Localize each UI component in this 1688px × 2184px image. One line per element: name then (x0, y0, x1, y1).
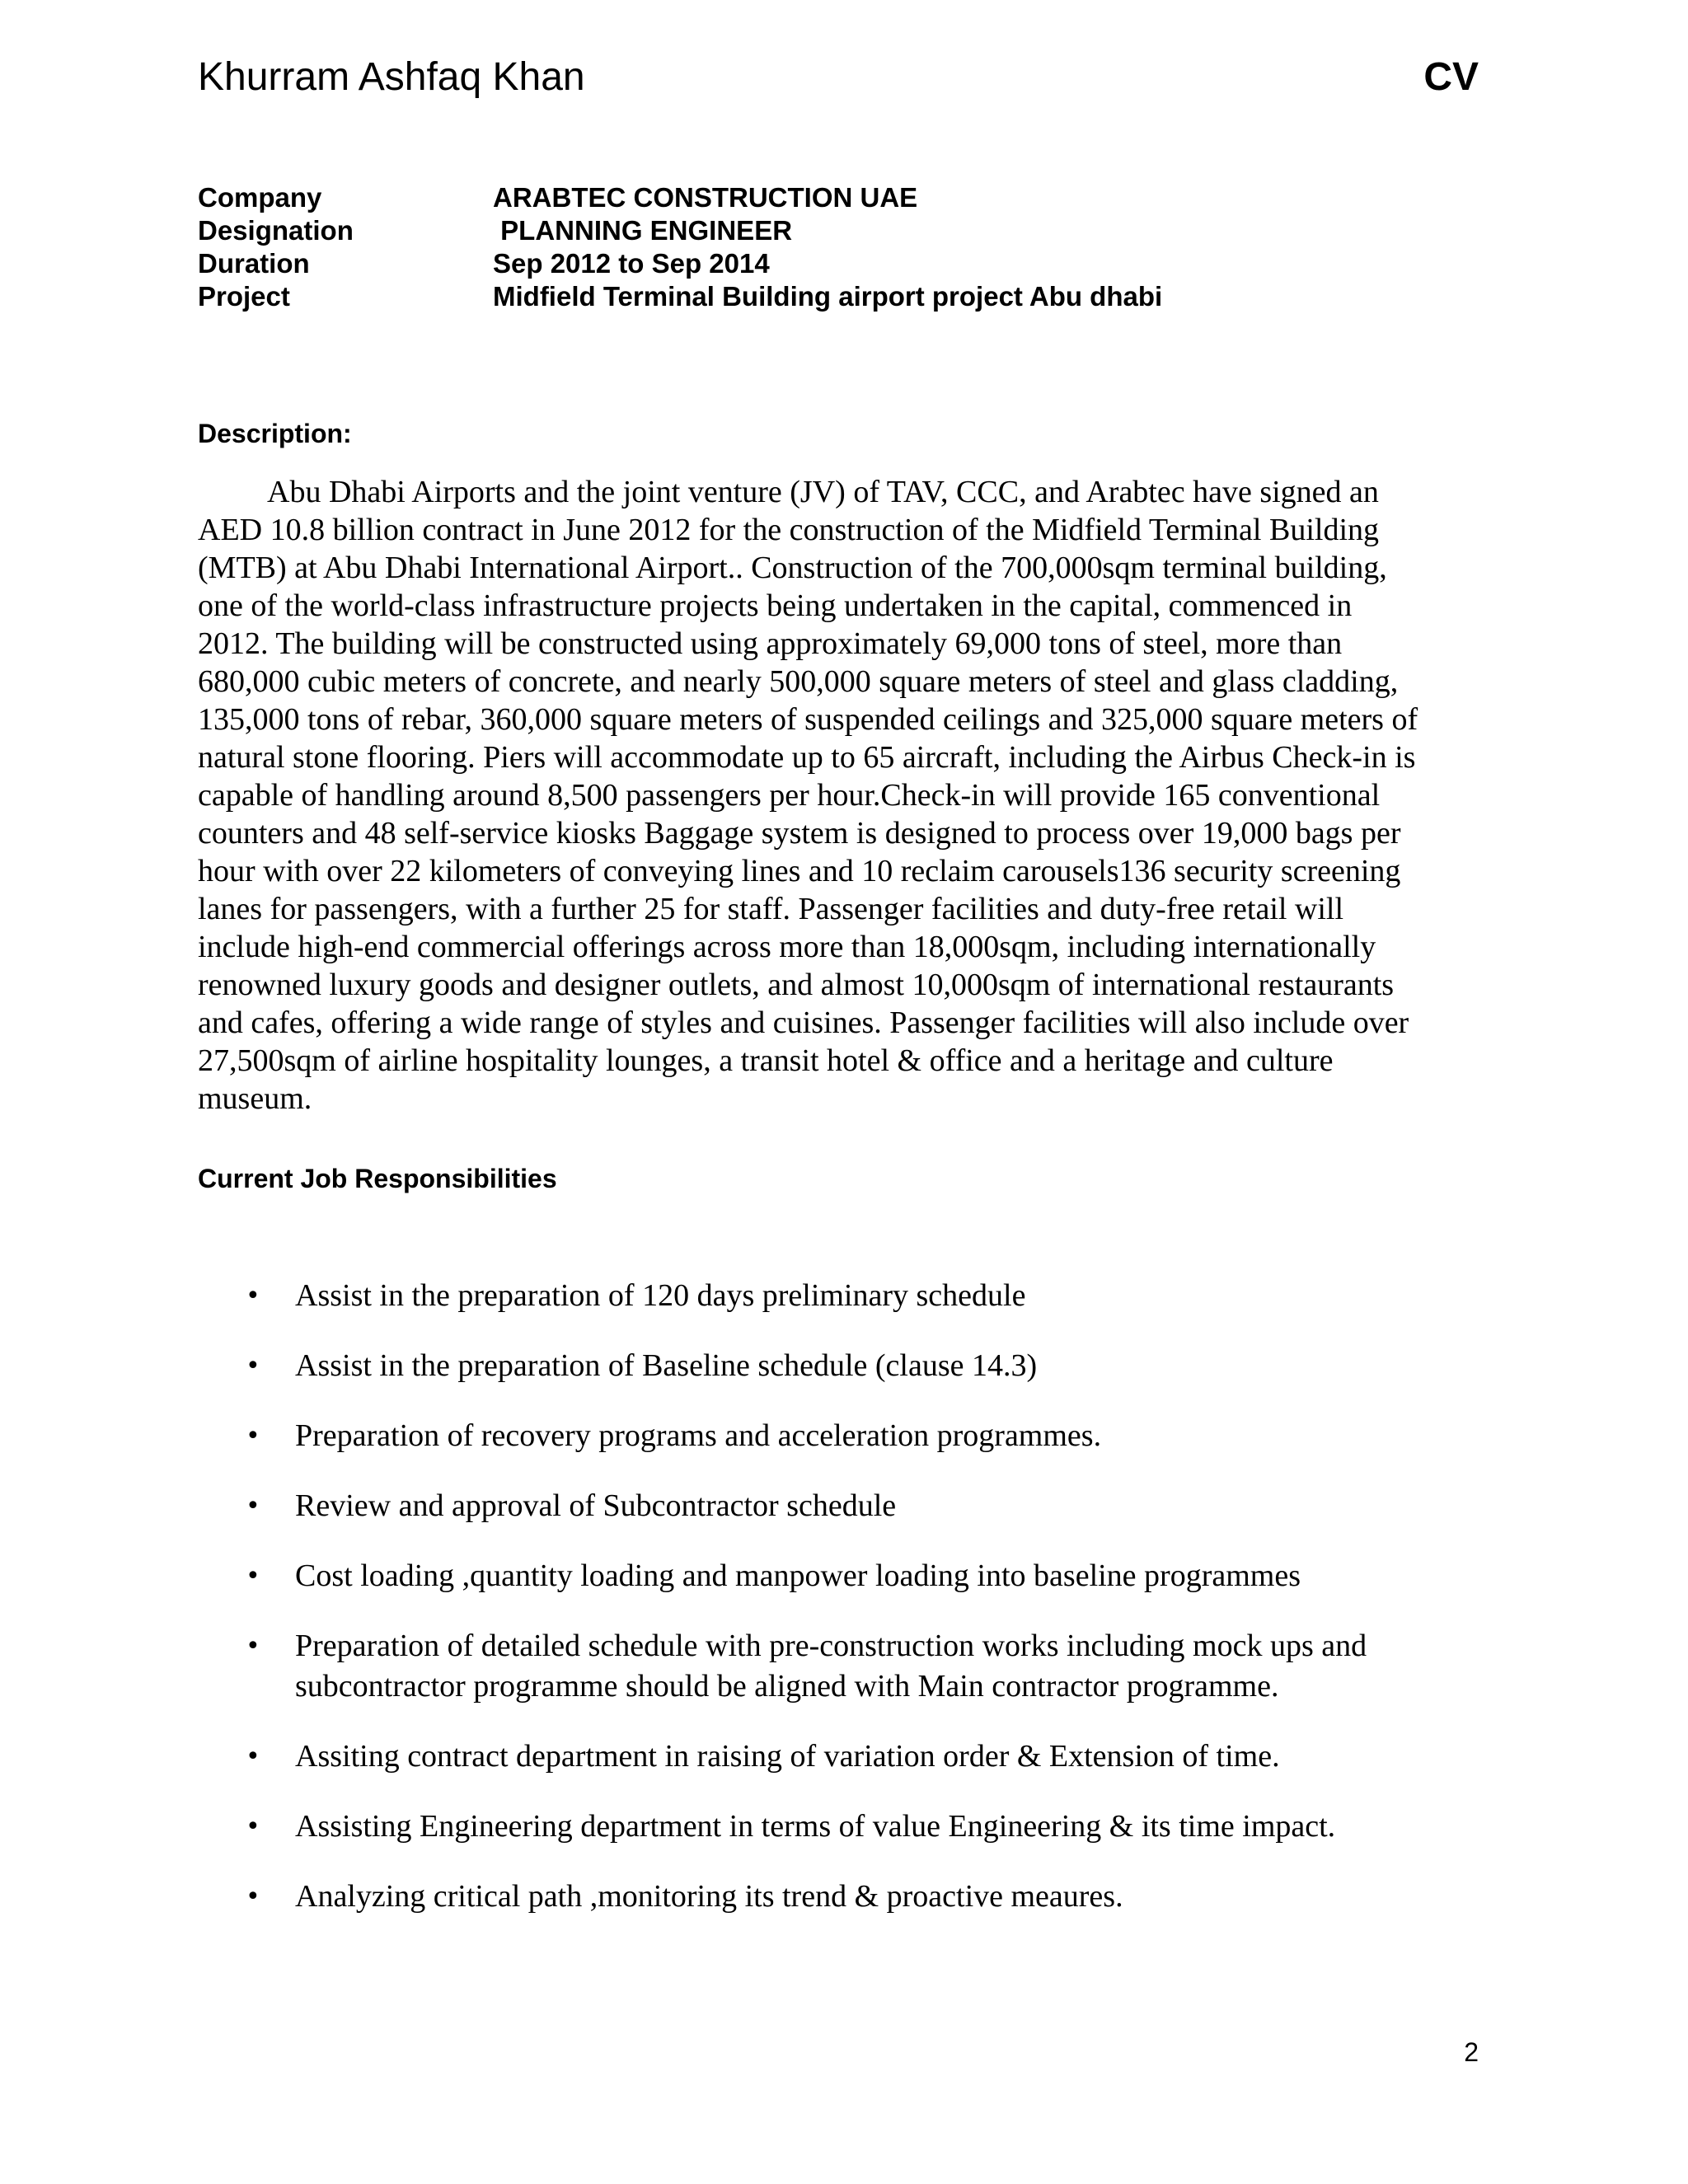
description-line: AED 10.8 billion contract in June 2012 for the construction of the Midfield Terminal Building (198, 513, 1379, 547)
description-line: renowned luxury goods and designer outlets, and almost 10,000sqm of international restaurants (198, 968, 1395, 1002)
description-line: capable of handling around 8,500 passengers per hour.Check-in will provide 165 conventional (198, 778, 1381, 813)
description-paragraph (198, 473, 1489, 1118)
designation-row (198, 214, 1162, 247)
list-item-text: Assisting Engineering department in terms of value Engineering & its time impact. (295, 1809, 1336, 1844)
list-item-text: Preparation of detailed schedule with pre-construction works including mock ups and subcontractor programme should be aligned with Main contractor programme. (295, 1629, 1367, 1704)
list-item-text: Assist in the preparation of 120 days preliminary schedule (295, 1278, 1026, 1313)
description-line: 27,500sqm of airline hospitality lounges, a transit hotel & office and a heritage and culture (198, 1043, 1334, 1078)
bullet-icon: • (246, 1882, 260, 1911)
document-type-label: CV (1423, 55, 1479, 99)
list-item (198, 1626, 1500, 1707)
company-value: ARABTEC CONSTRUCTION UAE (493, 182, 918, 213)
duration-label: Duration (198, 248, 310, 279)
list-item (198, 1486, 1500, 1526)
description-heading: Description: (198, 419, 352, 448)
description-line: counters and 48 self-service kiosks Baggage system is designed to process over 19,000 bags per (198, 816, 1401, 851)
list-item-text: Assist in the preparation of Baseline schedule (clause 14.3) (295, 1348, 1038, 1383)
list-item (198, 1877, 1500, 1917)
list-item-text: Preparation of recovery programs and acceleration programmes. (295, 1418, 1102, 1453)
bullet-icon: • (246, 1742, 260, 1771)
description-line: museum. (198, 1081, 312, 1116)
list-item (198, 1807, 1500, 1847)
list-item (198, 1276, 1500, 1316)
description-line: 135,000 tons of rebar, 360,000 square meters of suspended ceilings and 325,000 square meters of (198, 702, 1418, 737)
description-line: (MTB) at Abu Dhabi International Airport.. Construction of the 700,000sqm terminal building, (198, 551, 1387, 585)
list-item (198, 1346, 1500, 1386)
designation-label: Designation (198, 215, 354, 246)
job-info-table (198, 181, 1162, 313)
bullet-icon: • (246, 1352, 260, 1380)
duration-row (198, 247, 1162, 280)
list-item-text: Review and approval of Subcontractor schedule (295, 1488, 897, 1523)
description-line: include high-end commercial offerings across more than 18,000sqm, including internationally (198, 930, 1376, 964)
bullet-icon: • (246, 1422, 260, 1451)
list-item-text: Cost loading ,quantity loading and manpower loading into baseline programmes (295, 1558, 1301, 1593)
bullet-icon: • (246, 1562, 260, 1591)
bullet-icon: • (246, 1282, 260, 1310)
list-item-text: Analyzing critical path ,monitoring its trend & proactive meaures. (295, 1879, 1123, 1914)
list-item (198, 1416, 1500, 1456)
bullet-icon: • (246, 1492, 260, 1521)
responsibilities-list (198, 1276, 1500, 1947)
description-line: one of the world-class infrastructure projects being undertaken in the capital, commenced in (198, 588, 1353, 623)
list-item (198, 1556, 1500, 1596)
description-line: and cafes, offering a wide range of styles and cuisines. Passenger facilities will also include over (198, 1005, 1409, 1040)
designation-value: PLANNING ENGINEER (493, 215, 793, 246)
candidate-name: Khurram Ashfaq Khan (198, 55, 585, 99)
description-line: natural stone flooring. Piers will accommodate up to 65 aircraft, including the Airbus Check-in is (198, 740, 1416, 775)
list-item (198, 1736, 1500, 1777)
description-line: 680,000 cubic meters of concrete, and nearly 500,000 square meters of steel and glass cladding, (198, 664, 1399, 699)
company-row (198, 181, 1162, 214)
project-row (198, 280, 1162, 313)
description-line: 2012. The building will be constructed using approximately 69,000 tons of steel, more than (198, 626, 1343, 661)
project-label: Project (198, 281, 290, 312)
page-number: 2 (1464, 2037, 1479, 2067)
bullet-icon: • (246, 1632, 260, 1661)
list-item-text: Assiting contract department in raising of variation order & Extension of time. (295, 1739, 1280, 1774)
project-value: Midfield Terminal Building airport project Abu dhabi (493, 281, 1163, 312)
description-line: Abu Dhabi Airports and the joint venture (JV) of TAV, CCC, and Arabtec have signed an (267, 475, 1379, 509)
description-line: lanes for passengers, with a further 25 for staff. Passenger facilities and duty-free retail will (198, 892, 1344, 926)
description-line: hour with over 22 kilometers of conveying lines and 10 reclaim carousels136 security screening (198, 854, 1401, 888)
responsibilities-heading: Current Job Responsibilities (198, 1164, 557, 1193)
company-label: Company (198, 182, 322, 213)
duration-value: Sep 2012 to Sep 2014 (493, 248, 770, 279)
bullet-icon: • (246, 1812, 260, 1841)
